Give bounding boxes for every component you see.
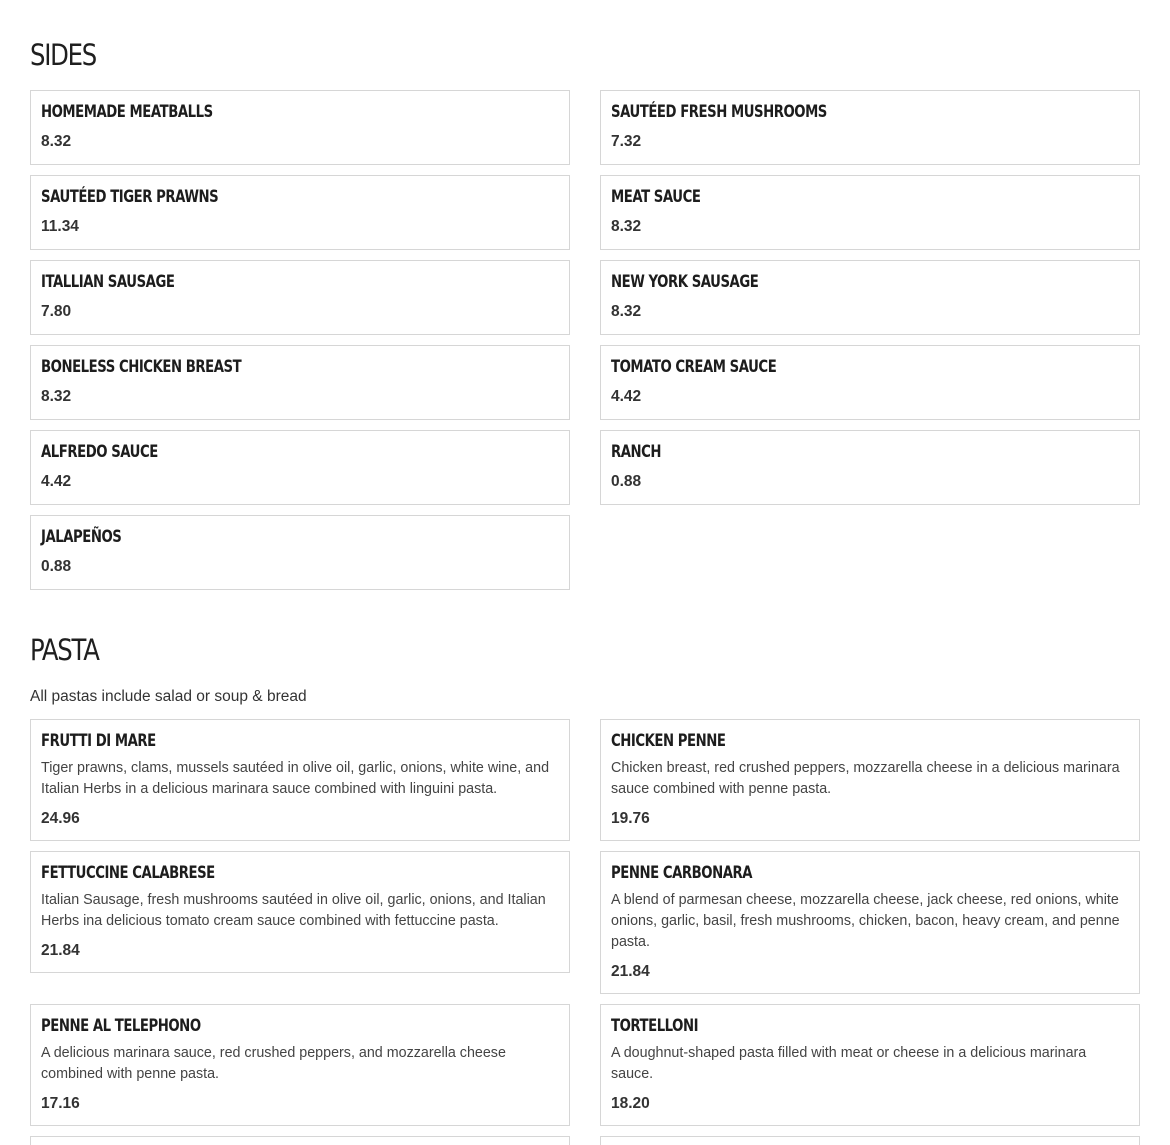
menu-item-card[interactable] — [30, 719, 570, 841]
menu-item-card[interactable] — [600, 345, 1140, 420]
menu-item-price: 7.32 — [611, 133, 642, 150]
menu-item-price: 11.34 — [41, 218, 79, 235]
menu-item-card[interactable] — [600, 260, 1140, 335]
pasta-section-note: All pastas include salad or soup & bread — [30, 688, 307, 705]
menu-item-price: 18.20 — [611, 1095, 650, 1112]
menu-item-name: SAUTÉED TIGER PRAWNS — [41, 187, 219, 207]
menu-item-description: Chicken breast, red crushed peppers, mozzarella cheese in a delicious marinara sauce combined with penne pasta. — [611, 760, 1120, 797]
menu-item-name: RANCH — [611, 442, 662, 462]
menu-item-name: ITALLIAN SAUSAGE — [41, 272, 175, 292]
menu-item-description: Tiger prawns, clams, mussels sautéed in olive oil, garlic, onions, white wine, and Italian Herbs in a delicious marinara sauce combined with linguini pasta. — [41, 760, 550, 797]
menu-item-card[interactable] — [30, 430, 570, 505]
menu-item-name: BONELESS CHICKEN BREAST — [41, 357, 242, 377]
menu-item-card[interactable] — [30, 1004, 570, 1126]
menu-item-card[interactable] — [30, 175, 570, 250]
menu-item-name: FRUTTI DI MARE — [41, 731, 156, 751]
menu-item-description: Italian Sausage, fresh mushrooms sautéed in olive oil, garlic, onions, and Italian Herbs ina delicious tomato cream sauce combined with fettuccine pasta. — [41, 892, 546, 929]
menu-item-card[interactable] — [30, 851, 570, 973]
pasta-section-title: PASTA — [30, 633, 99, 667]
menu-item-card[interactable] — [30, 90, 570, 165]
menu-item-price: 4.42 — [41, 473, 72, 490]
menu-item-name: ALFREDO SAUCE — [41, 442, 158, 462]
menu-item-card[interactable] — [600, 719, 1140, 841]
menu-item-price: 8.32 — [611, 303, 642, 320]
menu-item-price: 21.84 — [611, 963, 650, 980]
menu-item-price: 17.16 — [41, 1095, 80, 1112]
menu-item-card-partial[interactable] — [600, 1136, 1140, 1145]
menu-item-card[interactable] — [30, 260, 570, 335]
menu-item-name: HOMEMADE MEATBALLS — [41, 102, 213, 122]
menu-item-name: TORTELLONI — [611, 1016, 699, 1036]
sides-section-title: SIDES — [30, 38, 96, 72]
menu-item-name: SAUTÉED FRESH MUSHROOMS — [611, 102, 827, 122]
menu-item-name: CHICKEN PENNE — [611, 731, 726, 751]
menu-item-card[interactable] — [600, 851, 1140, 994]
menu-item-price: 4.42 — [611, 388, 642, 405]
menu-item-name: MEAT SAUCE — [611, 187, 701, 207]
menu-item-card[interactable] — [600, 175, 1140, 250]
menu-item-price: 8.32 — [611, 218, 642, 235]
menu-item-card-partial[interactable] — [30, 1136, 570, 1145]
menu-item-description: A delicious marinara sauce, red crushed peppers, and mozzarella cheese combined with penne pasta. — [41, 1045, 506, 1082]
menu-item-name: TOMATO CREAM SAUCE — [611, 357, 777, 377]
menu-item-price: 24.96 — [41, 810, 80, 827]
menu-item-card[interactable] — [30, 515, 570, 590]
menu-item-name: PENNE CARBONARA — [611, 863, 753, 883]
menu-item-price: 7.80 — [41, 303, 72, 320]
menu-item-name: JALAPEÑOS — [41, 527, 122, 547]
menu-item-card[interactable] — [600, 1004, 1140, 1126]
menu-item-card[interactable] — [600, 90, 1140, 165]
menu-item-card[interactable] — [600, 430, 1140, 505]
menu-item-price: 0.88 — [41, 558, 72, 575]
menu-item-description: A blend of parmesan cheese, mozzarella cheese, jack cheese, red onions, white onions, garlic, basil, fresh mushrooms, chicken, bacon, heavy cream, and penne pasta. — [611, 892, 1120, 950]
menu-item-card[interactable] — [30, 345, 570, 420]
menu-item-price: 0.88 — [611, 473, 642, 490]
menu-item-price: 19.76 — [611, 810, 650, 827]
menu-item-price: 8.32 — [41, 388, 72, 405]
menu-item-price: 8.32 — [41, 133, 72, 150]
menu-item-price: 21.84 — [41, 942, 80, 959]
menu-item-name: NEW YORK SAUSAGE — [611, 272, 759, 292]
menu-item-name: PENNE AL TELEPHONO — [41, 1016, 201, 1036]
menu-item-description: A doughnut-shaped pasta filled with meat or cheese in a delicious marinara sauce. — [611, 1045, 1087, 1082]
menu-item-name: FETTUCCINE CALABRESE — [41, 863, 215, 883]
